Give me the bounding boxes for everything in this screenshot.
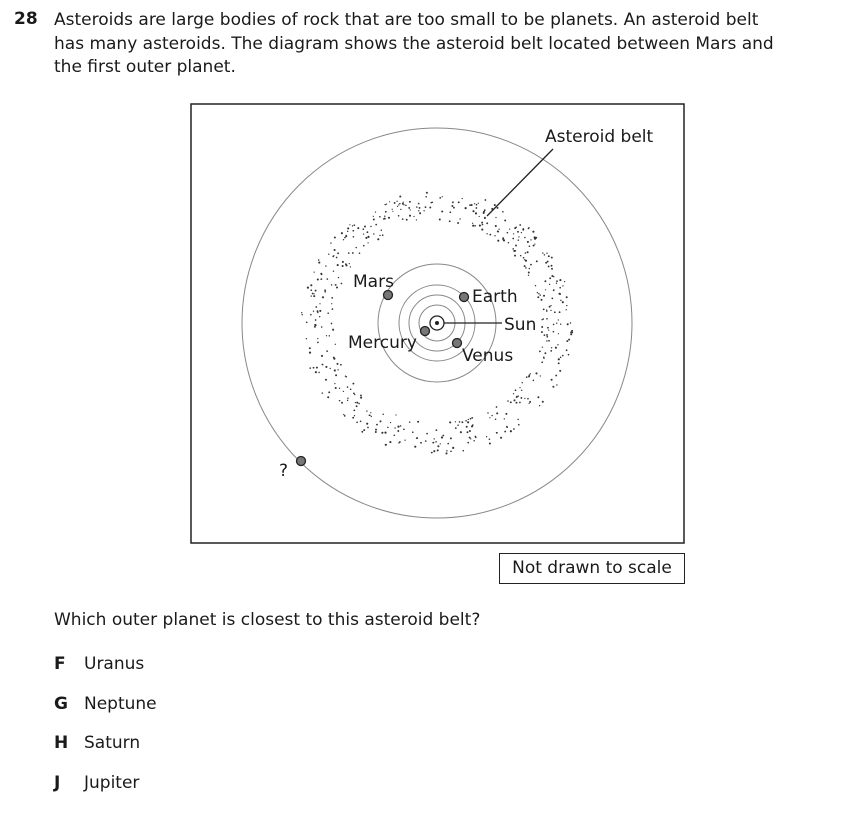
option-f[interactable] xyxy=(54,654,144,674)
option-text: Saturn xyxy=(84,733,141,753)
label-sun: Sun xyxy=(504,315,537,335)
label-unknown-planet: ? xyxy=(279,461,289,481)
option-letter: G xyxy=(54,694,68,714)
question-number: 28 xyxy=(14,9,38,29)
option-g[interactable] xyxy=(54,694,157,714)
stem-line-1: Asteroids are large bodies of rock that are too small to be planets. An asteroid belt xyxy=(54,10,759,30)
option-letter: J xyxy=(54,773,61,793)
label-mercury: Mercury xyxy=(348,333,417,353)
option-letter: H xyxy=(54,733,69,753)
label-mars: Mars xyxy=(353,272,394,292)
question-prompt: Which outer planet is closest to this asteroid belt? xyxy=(54,610,481,630)
stem-line-2: has many asteroids. The diagram shows the asteroid belt located between Mars and xyxy=(54,33,774,54)
question-stem xyxy=(54,9,844,80)
label-asteroid-belt: Asteroid belt xyxy=(545,127,654,147)
venus-marker xyxy=(453,339,462,348)
option-text: Jupiter xyxy=(84,773,140,793)
scale-note: Not drawn to scale xyxy=(499,553,685,584)
earth-marker xyxy=(460,293,469,302)
option-letter: F xyxy=(54,654,66,674)
option-j[interactable] xyxy=(54,773,139,793)
stem-line-3: the first outer planet. xyxy=(54,57,236,77)
label-earth: Earth xyxy=(472,287,518,307)
option-h[interactable] xyxy=(54,733,140,753)
label-venus: Venus xyxy=(462,346,514,366)
option-text: Uranus xyxy=(84,654,145,674)
unknown-planet-marker xyxy=(297,457,306,466)
solar-system-diagram xyxy=(190,103,685,544)
option-text: Neptune xyxy=(84,694,157,714)
mercury-marker xyxy=(421,327,430,336)
